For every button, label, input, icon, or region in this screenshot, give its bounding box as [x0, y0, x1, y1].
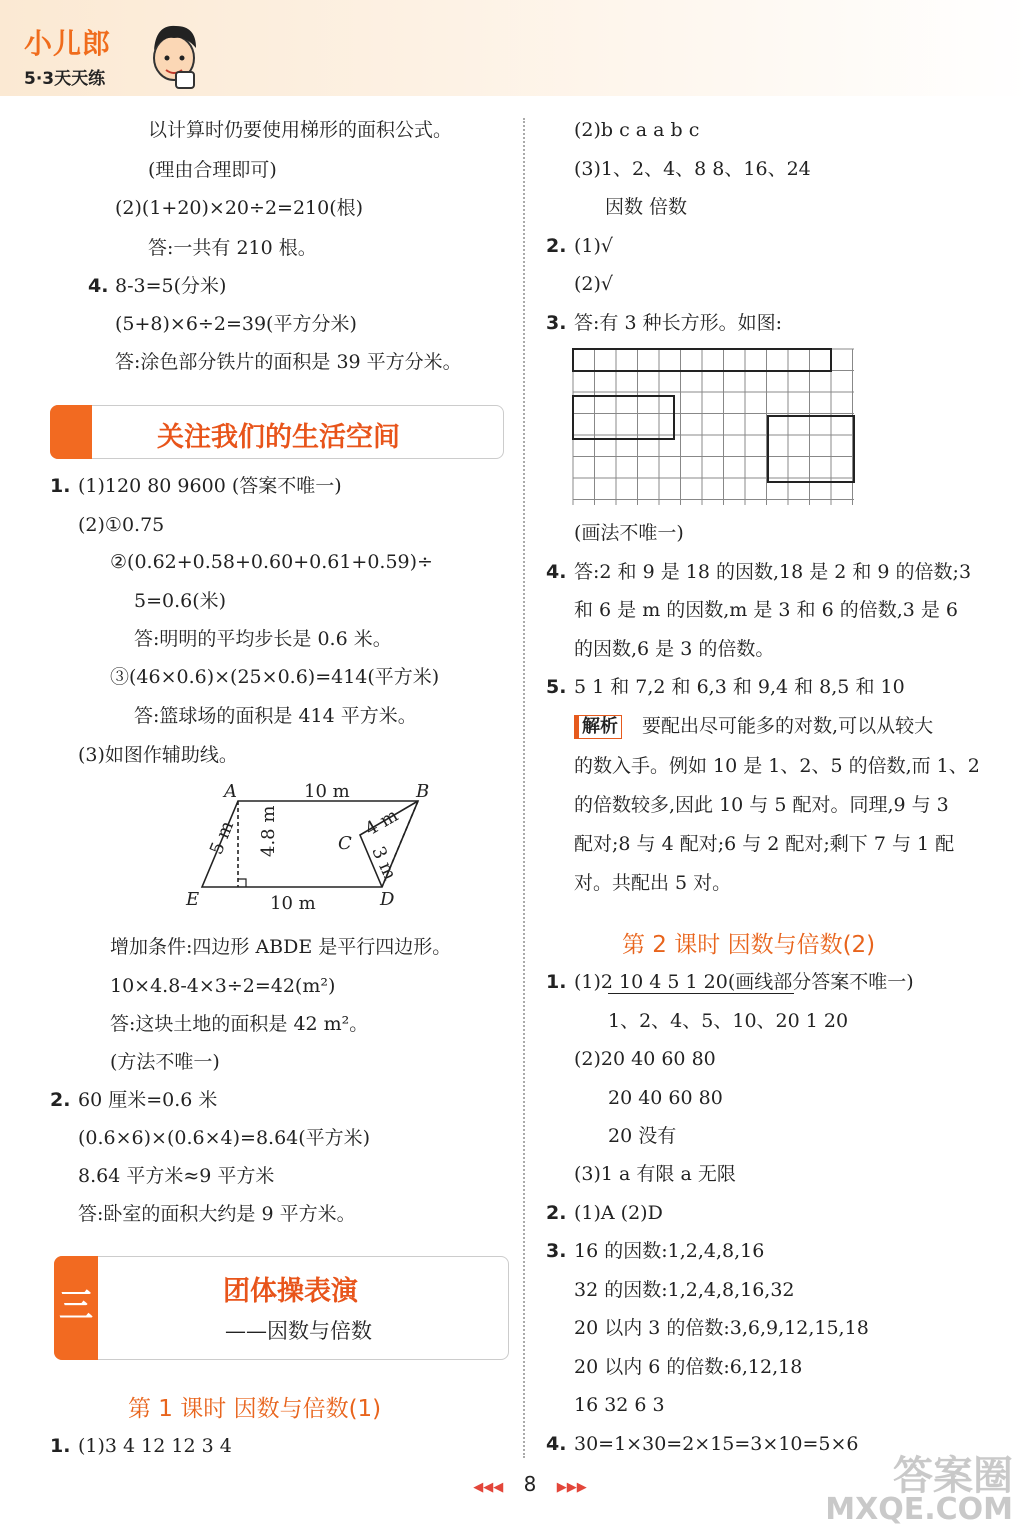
text-line: (1)A (2)D: [574, 1202, 663, 1224]
rectangle-3: [768, 416, 854, 482]
top-length-label: 10 m: [304, 781, 350, 802]
lesson-title: 第 1 课时 因数与倍数(1): [128, 1396, 382, 1422]
page-number: 8: [523, 1472, 537, 1496]
brand-name: 小儿郎: [24, 27, 112, 60]
section-heading-box: [54, 1256, 509, 1360]
question-number: 4.: [546, 1433, 567, 1455]
watermark-logo: 答案圈: [893, 1453, 1013, 1499]
text-line: (1)3 4 12 12 3 4: [78, 1435, 232, 1457]
vertex-d: D: [380, 889, 395, 910]
text-span: 要配出尽可能多的对数,可以从较大: [642, 715, 934, 737]
watermark-url: MXQE.COM: [825, 1492, 1013, 1527]
next-arrows-icon: ▶▶▶: [556, 1480, 587, 1495]
vertex-e: E: [186, 889, 200, 910]
text-line: 32 的因数:1,2,4,8,16,32: [574, 1279, 795, 1301]
vertex-c: C: [338, 833, 352, 854]
text-line: 以计算时仍要使用梯形的面积公式。: [148, 119, 453, 141]
question-number: 1.: [546, 971, 567, 993]
text-line: (2)①0.75: [78, 514, 165, 536]
text-line: 8.64 平方米≈9 平方米: [78, 1165, 275, 1187]
lesson-title: 第 2 课时 因数与倍数(2): [622, 932, 876, 958]
height-label: 4.8 m: [258, 805, 279, 857]
text-line: (3)如图作辅助线。: [78, 744, 238, 766]
text-line: (5+8)×6÷2=39(平方分米): [115, 313, 357, 335]
question-number: 2.: [546, 1202, 567, 1224]
text-line: (理由合理即可): [148, 159, 277, 181]
text-line: 30=1×30=2×15=3×10=5×6: [574, 1433, 859, 1455]
text-line: (1)120 80 9600 (答案不唯一): [78, 475, 342, 497]
question-number: 3.: [546, 1240, 567, 1262]
text-line: 答:篮球场的面积是 414 平方米。: [134, 705, 417, 727]
text-line: 答:卧室的面积大约是 9 平方米。: [78, 1203, 356, 1225]
vertex-b: B: [416, 781, 430, 802]
page-header: [0, 0, 1031, 96]
underline: [608, 993, 794, 994]
text-line: 答:这块土地的面积是 42 m²。: [110, 1013, 369, 1035]
text-line: (方法不唯一): [110, 1051, 220, 1073]
text-line: 增加条件:四边形 ABDE 是平行四边形。: [110, 936, 452, 958]
text-line: (1)√: [574, 235, 614, 257]
text-line: 16 32 6 3: [574, 1394, 665, 1416]
text-line: 答:有 3 种长方形。如图:: [574, 312, 782, 334]
text-line: (0.6×6)×(0.6×4)=8.64(平方米): [78, 1127, 371, 1149]
text-line: (画法不唯一): [574, 522, 684, 544]
text-line: 配对;8 与 4 配对;6 与 2 配对;剩下 7 与 1 配: [574, 833, 955, 855]
text-line: (3)1 a 有限 a 无限: [574, 1163, 736, 1185]
text-line: (2)b c a a b c: [574, 119, 700, 141]
section-number: 三: [59, 1286, 93, 1326]
section-title: 团体操表演: [223, 1276, 358, 1307]
section-heading-box: [50, 405, 504, 459]
analysis-line: [574, 714, 933, 739]
section-title: 关注我们的生活空间: [157, 422, 400, 453]
text-line: (2)20 40 60 80: [574, 1048, 716, 1070]
analysis-tag: 解析: [574, 715, 622, 739]
text-line: 16 的因数:1,2,4,8,16: [574, 1240, 765, 1262]
column-divider: [523, 118, 525, 1458]
bottom-length-label: 10 m: [270, 893, 316, 914]
text-line: 20 没有: [608, 1125, 677, 1147]
text-line: 1、2、4、5、10、20 1 20: [608, 1010, 849, 1032]
prev-arrows-icon: ◀◀◀: [473, 1480, 504, 1495]
text-line: 的数入手。例如 10 是 1、2、5 的倍数,而 1、2: [574, 755, 980, 777]
text-line: 60 厘米=0.6 米: [78, 1089, 218, 1111]
watermark: [803, 1444, 1023, 1530]
question-number: 4.: [546, 561, 567, 583]
side-length-label: 5 m: [205, 818, 239, 858]
page-footer: [450, 1472, 610, 1502]
text-line: 8-3=5(分米): [115, 275, 227, 297]
text-line: 对。共配出 5 对。: [574, 872, 732, 894]
text-line: 答:涂色部分铁片的面积是 39 平方分米。: [115, 351, 462, 373]
text-line: ③(46×0.6)×(25×0.6)=414(平方米): [110, 666, 440, 688]
brand-logo: [24, 22, 204, 94]
text-line: 5=0.6(米): [134, 590, 227, 612]
text-line: 答:2 和 9 是 18 的因数,18 是 2 和 9 的倍数;3: [574, 561, 972, 583]
question-number: 1.: [50, 1435, 71, 1457]
question-number: 3.: [546, 312, 567, 334]
text-line: ②(0.62+0.58+0.60+0.61+0.59)÷: [110, 551, 433, 573]
text-line: 20 以内 3 的倍数:3,6,9,12,15,18: [574, 1317, 869, 1339]
text-line: 5 1 和 7,2 和 6,3 和 9,4 和 8,5 和 10: [574, 676, 905, 698]
question-number: 2.: [50, 1089, 71, 1111]
grid-figure: [572, 348, 856, 508]
text-line: 因数 倍数: [605, 196, 688, 218]
vertex-a: A: [224, 781, 237, 802]
text-line: 答:明明的平均步长是 0.6 米。: [134, 628, 392, 650]
text-line: 10×4.8-4×3÷2=42(m²): [110, 975, 336, 997]
question-number: 4.: [88, 275, 109, 297]
cd-length-label: 3 m: [367, 843, 401, 884]
text-line: 和 6 是 m 的因数,m 是 3 和 6 的倍数,3 是 6: [574, 599, 958, 621]
section-subtitle: ——因数与倍数: [225, 1319, 372, 1343]
section-tab: [50, 405, 92, 459]
question-number: 1.: [50, 475, 71, 497]
section-tab: [54, 1256, 98, 1360]
question-number: 5.: [546, 676, 567, 698]
text-line: 的因数,6 是 3 的倍数。: [574, 638, 775, 660]
text-line: (2)√: [574, 273, 614, 295]
brand-series: 5·3天天练: [24, 69, 106, 89]
text-line: 20 以内 6 的倍数:6,12,18: [574, 1356, 803, 1378]
text-line: (2)(1+20)×20÷2=210(根): [115, 197, 364, 219]
text-line: 的倍数较多,因此 10 与 5 配对。同理,9 与 3: [574, 794, 949, 816]
text-line: 20 40 60 80: [608, 1087, 723, 1109]
question-number: 2.: [546, 235, 567, 257]
cb-length-label: 4 m: [361, 804, 402, 841]
text-line: 答:一共有 210 根。: [148, 237, 317, 259]
trapezoid-figure: [180, 775, 440, 915]
text-line: (1)2 10 4 5 1 20(画线部分答案不唯一): [574, 971, 914, 993]
mascot-icon: [146, 18, 202, 90]
text-line: (3)1、2、4、8 8、16、24: [574, 158, 811, 180]
